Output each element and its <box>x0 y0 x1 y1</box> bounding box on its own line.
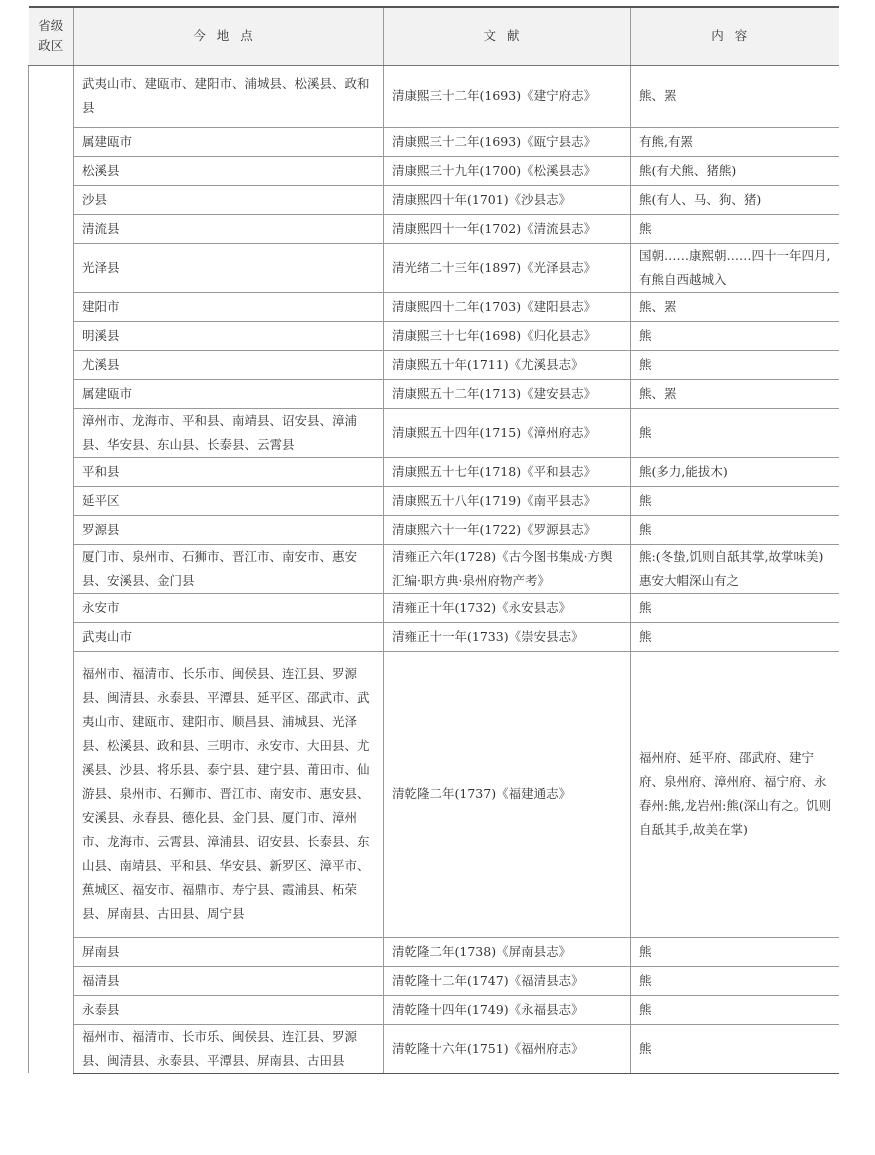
table-row <box>29 966 839 995</box>
document-cell: 清康熙四十年(1701)《沙县志》 <box>384 185 631 214</box>
document-cell: 清康熙五十年(1711)《尤溪县志》 <box>384 350 631 379</box>
document-cell: 清康熙三十七年(1698)《归化县志》 <box>384 321 631 350</box>
document-cell: 清康熙五十四年(1715)《漳州府志》 <box>384 408 631 457</box>
table-row <box>29 593 839 622</box>
content-cell: 熊、罴 <box>631 292 839 321</box>
content-cell: 熊 <box>631 593 839 622</box>
province-header-line1: 省级 <box>38 18 64 34</box>
place-cell: 厦门市、泉州市、石狮市、晋江市、南安市、惠安县、安溪县、金门县 <box>74 544 384 593</box>
document-cell: 清康熙三十二年(1693)《建宁府志》 <box>384 65 631 127</box>
table-row <box>29 457 839 486</box>
content-cell: 国朝……康熙朝……四十一年四月,有熊自西越城入 <box>631 243 839 292</box>
document-cell: 清康熙三十二年(1693)《瓯宁县志》 <box>384 127 631 156</box>
document-cell: 清乾隆十六年(1751)《福州府志》 <box>384 1024 631 1073</box>
place-cell: 建阳市 <box>74 292 384 321</box>
document-cell: 清康熙六十一年(1722)《罗源县志》 <box>384 515 631 544</box>
table-row <box>29 1024 839 1073</box>
content-column-header: 内容 <box>631 7 839 65</box>
place-cell: 平和县 <box>74 457 384 486</box>
content-cell: 熊、罴 <box>631 65 839 127</box>
content-cell: 有熊,有罴 <box>631 127 839 156</box>
place-cell: 罗源县 <box>74 515 384 544</box>
table-row <box>29 651 839 937</box>
place-cell: 福清县 <box>74 966 384 995</box>
document-cell: 清雍正十一年(1733)《崇安县志》 <box>384 622 631 651</box>
table-row <box>29 321 839 350</box>
place-cell: 属建瓯市 <box>74 379 384 408</box>
content-cell: 熊(有人、马、狗、猪) <box>631 185 839 214</box>
content-cell: 福州府、延平府、邵武府、建宁府、泉州府、漳州府、福宁府、永春州:熊,龙岩州:熊(深山有之。饥则自舐其手,故美在掌) <box>631 651 839 937</box>
content-cell: 熊 <box>631 966 839 995</box>
document-cell: 清乾隆十二年(1747)《福清县志》 <box>384 966 631 995</box>
table-row <box>29 127 839 156</box>
place-column-header: 今地点 <box>74 7 384 65</box>
table-row <box>29 350 839 379</box>
content-cell: 熊 <box>631 321 839 350</box>
document-cell: 清康熙五十二年(1713)《建安县志》 <box>384 379 631 408</box>
place-cell: 永泰县 <box>74 995 384 1024</box>
place-cell: 尤溪县 <box>74 350 384 379</box>
document-cell: 清康熙五十七年(1718)《平和县志》 <box>384 457 631 486</box>
table-row <box>29 214 839 243</box>
place-cell: 永安市 <box>74 593 384 622</box>
place-cell: 福州市、福清市、长乐市、闽侯县、连江县、罗源县、闽清县、永泰县、平潭县、延平区、邵武市、武夷山市、建瓯市、建阳市、顺昌县、浦城县、光泽县、松溪县、政和县、三明市、永安市、大田县、尤溪县、沙县、将乐县、泰宁县、建宁县、莆田市、仙游县、泉州市、石狮市、晋江市、南安市、惠安县、安溪县、永春县、德化县、金门县、厦门市、漳州市、龙海市、云霄县、漳浦县、诏安县、长泰县、东山县、南靖县、平和县、华安县、新罗区、漳平市、蕉城区、福安市、福鼎市、寿宁县、霞浦县、柘荣县、屏南县、古田县、周宁县 <box>74 651 384 937</box>
place-cell: 属建瓯市 <box>74 127 384 156</box>
content-cell: 熊 <box>631 350 839 379</box>
place-cell: 漳州市、龙海市、平和县、南靖县、诏安县、漳浦县、华安县、东山县、长泰县、云霄县 <box>74 408 384 457</box>
content-cell: 熊(有犬熊、猪熊) <box>631 156 839 185</box>
table-row <box>29 65 839 127</box>
province-column-header <box>29 7 74 65</box>
content-cell: 熊 <box>631 486 839 515</box>
document-cell: 清雍正十年(1732)《永安县志》 <box>384 593 631 622</box>
table-header <box>29 7 839 65</box>
place-cell: 福州市、福清市、长市乐、闽侯县、连江县、罗源县、闽清县、永泰县、平潭县、屏南县、古田县 <box>74 1024 384 1073</box>
table-row <box>29 622 839 651</box>
document-cell: 清乾隆二年(1737)《福建通志》 <box>384 651 631 937</box>
table-row <box>29 486 839 515</box>
document-cell: 清乾隆二年(1738)《屏南县志》 <box>384 937 631 966</box>
place-cell: 沙县 <box>74 185 384 214</box>
content-cell: 熊(多力,能拔木) <box>631 457 839 486</box>
table-row <box>29 292 839 321</box>
content-cell: 熊 <box>631 937 839 966</box>
content-cell: 熊 <box>631 515 839 544</box>
place-cell: 光泽县 <box>74 243 384 292</box>
province-header-line2: 政区 <box>38 38 64 54</box>
place-cell: 武夷山市 <box>74 622 384 651</box>
table-row <box>29 937 839 966</box>
content-cell: 熊 <box>631 1024 839 1073</box>
document-cell: 清光绪二十三年(1897)《光泽县志》 <box>384 243 631 292</box>
table-row <box>29 243 839 292</box>
document-cell: 清康熙四十一年(1702)《清流县志》 <box>384 214 631 243</box>
table-row <box>29 544 839 593</box>
header-row <box>29 7 839 65</box>
table-row <box>29 408 839 457</box>
bear-records-table <box>28 6 839 1074</box>
place-cell: 延平区 <box>74 486 384 515</box>
place-cell: 武夷山市、建瓯市、建阳市、浦城县、松溪县、政和县 <box>74 65 384 127</box>
document-cell: 清康熙三十九年(1700)《松溪县志》 <box>384 156 631 185</box>
content-cell: 熊、罴 <box>631 379 839 408</box>
table-row <box>29 515 839 544</box>
place-cell: 松溪县 <box>74 156 384 185</box>
content-cell: 熊 <box>631 995 839 1024</box>
document-cell: 清康熙四十二年(1703)《建阳县志》 <box>384 292 631 321</box>
table-row <box>29 379 839 408</box>
document-cell: 清雍正六年(1728)《古今图书集成·方舆汇编·职方典·泉州府物产考》 <box>384 544 631 593</box>
content-cell: 熊 <box>631 408 839 457</box>
document-column-header: 文献 <box>384 7 631 65</box>
table-row <box>29 995 839 1024</box>
document-cell: 清康熙五十八年(1719)《南平县志》 <box>384 486 631 515</box>
document-cell: 清乾隆十四年(1749)《永福县志》 <box>384 995 631 1024</box>
table-body <box>29 65 839 1073</box>
table-row <box>29 185 839 214</box>
table-row <box>29 156 839 185</box>
province-cell <box>29 65 74 1073</box>
place-cell: 清流县 <box>74 214 384 243</box>
place-cell: 屏南县 <box>74 937 384 966</box>
content-cell: 熊:(冬蛰,饥则自舐其掌,故掌味美)惠安大帽深山有之 <box>631 544 839 593</box>
content-cell: 熊 <box>631 214 839 243</box>
content-cell: 熊 <box>631 622 839 651</box>
place-cell: 明溪县 <box>74 321 384 350</box>
